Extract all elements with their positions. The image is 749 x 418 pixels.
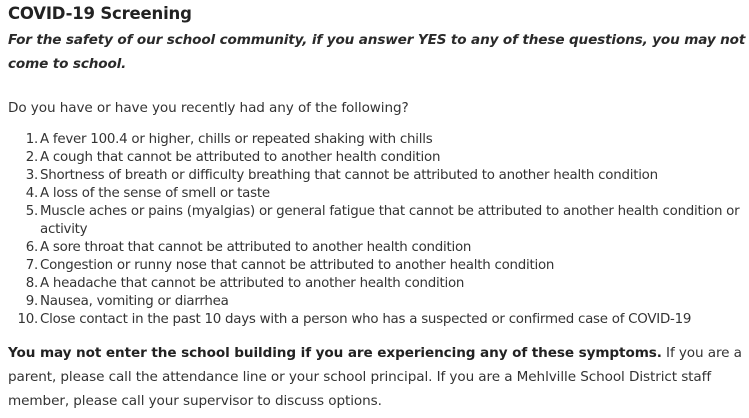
symptom-number: 6. bbox=[25, 240, 38, 255]
symptom-text: Shortness of breath or difficulty breathing that cannot be attributed to another health condition bbox=[40, 168, 658, 183]
symptom-item bbox=[8, 293, 746, 311]
symptom-item bbox=[8, 239, 746, 257]
notice-instructions: If you are a parent, please call the attendance line or your school principal. If you are a Mehlville School District staff member, please call your supervisor to discuss options. bbox=[8, 345, 742, 409]
covid-screening-section bbox=[8, 0, 746, 413]
notice-warning: You may not enter the school building if you are experiencing any of these symptoms. bbox=[8, 345, 662, 361]
symptom-number: 8. bbox=[25, 276, 38, 291]
symptom-number: 1. bbox=[25, 132, 38, 147]
symptom-item bbox=[8, 185, 746, 203]
page-title: COVID-19 Screening bbox=[8, 4, 192, 23]
symptom-number: 10. bbox=[17, 312, 38, 327]
symptom-item bbox=[8, 131, 746, 149]
symptom-number: 3. bbox=[25, 168, 38, 183]
symptom-text: A sore throat that cannot be attributed to another health condition bbox=[40, 240, 472, 255]
symptom-item bbox=[8, 257, 746, 275]
symptom-text: Close contact in the past 10 days with a person who has a suspected or confirmed case of COVID-19 bbox=[40, 312, 692, 327]
symptom-text: A loss of the sense of smell or taste bbox=[40, 186, 270, 201]
safety-subtitle: For the safety of our school community, if you answer YES to any of these questions, you may not come to school. bbox=[8, 32, 746, 72]
symptom-text: A headache that cannot be attributed to another health condition bbox=[40, 276, 465, 291]
symptom-item bbox=[8, 149, 746, 167]
symptom-text: A cough that cannot be attributed to another health condition bbox=[40, 150, 441, 165]
screening-question: Do you have or have you recently had any of the following? bbox=[8, 100, 409, 116]
symptom-number: 9. bbox=[25, 294, 38, 309]
symptom-number: 4. bbox=[25, 186, 38, 201]
symptom-number: 7. bbox=[25, 258, 38, 273]
symptom-number: 5. bbox=[25, 204, 38, 219]
symptom-item bbox=[8, 311, 746, 329]
symptom-text: Nausea, vomiting or diarrhea bbox=[40, 294, 229, 309]
symptom-list bbox=[8, 131, 746, 329]
symptom-text: A fever 100.4 or higher, chills or repeated shaking with chills bbox=[40, 132, 433, 147]
symptom-item bbox=[8, 275, 746, 293]
symptom-text: Muscle aches or pains (myalgias) or general fatigue that cannot be attributed to another health condition or activity bbox=[40, 204, 740, 237]
symptom-item bbox=[8, 167, 746, 185]
symptom-number: 2. bbox=[25, 150, 38, 165]
entry-notice bbox=[8, 341, 746, 413]
symptom-item bbox=[8, 203, 746, 239]
symptom-text: Congestion or runny nose that cannot be attributed to another health condition bbox=[40, 258, 555, 273]
